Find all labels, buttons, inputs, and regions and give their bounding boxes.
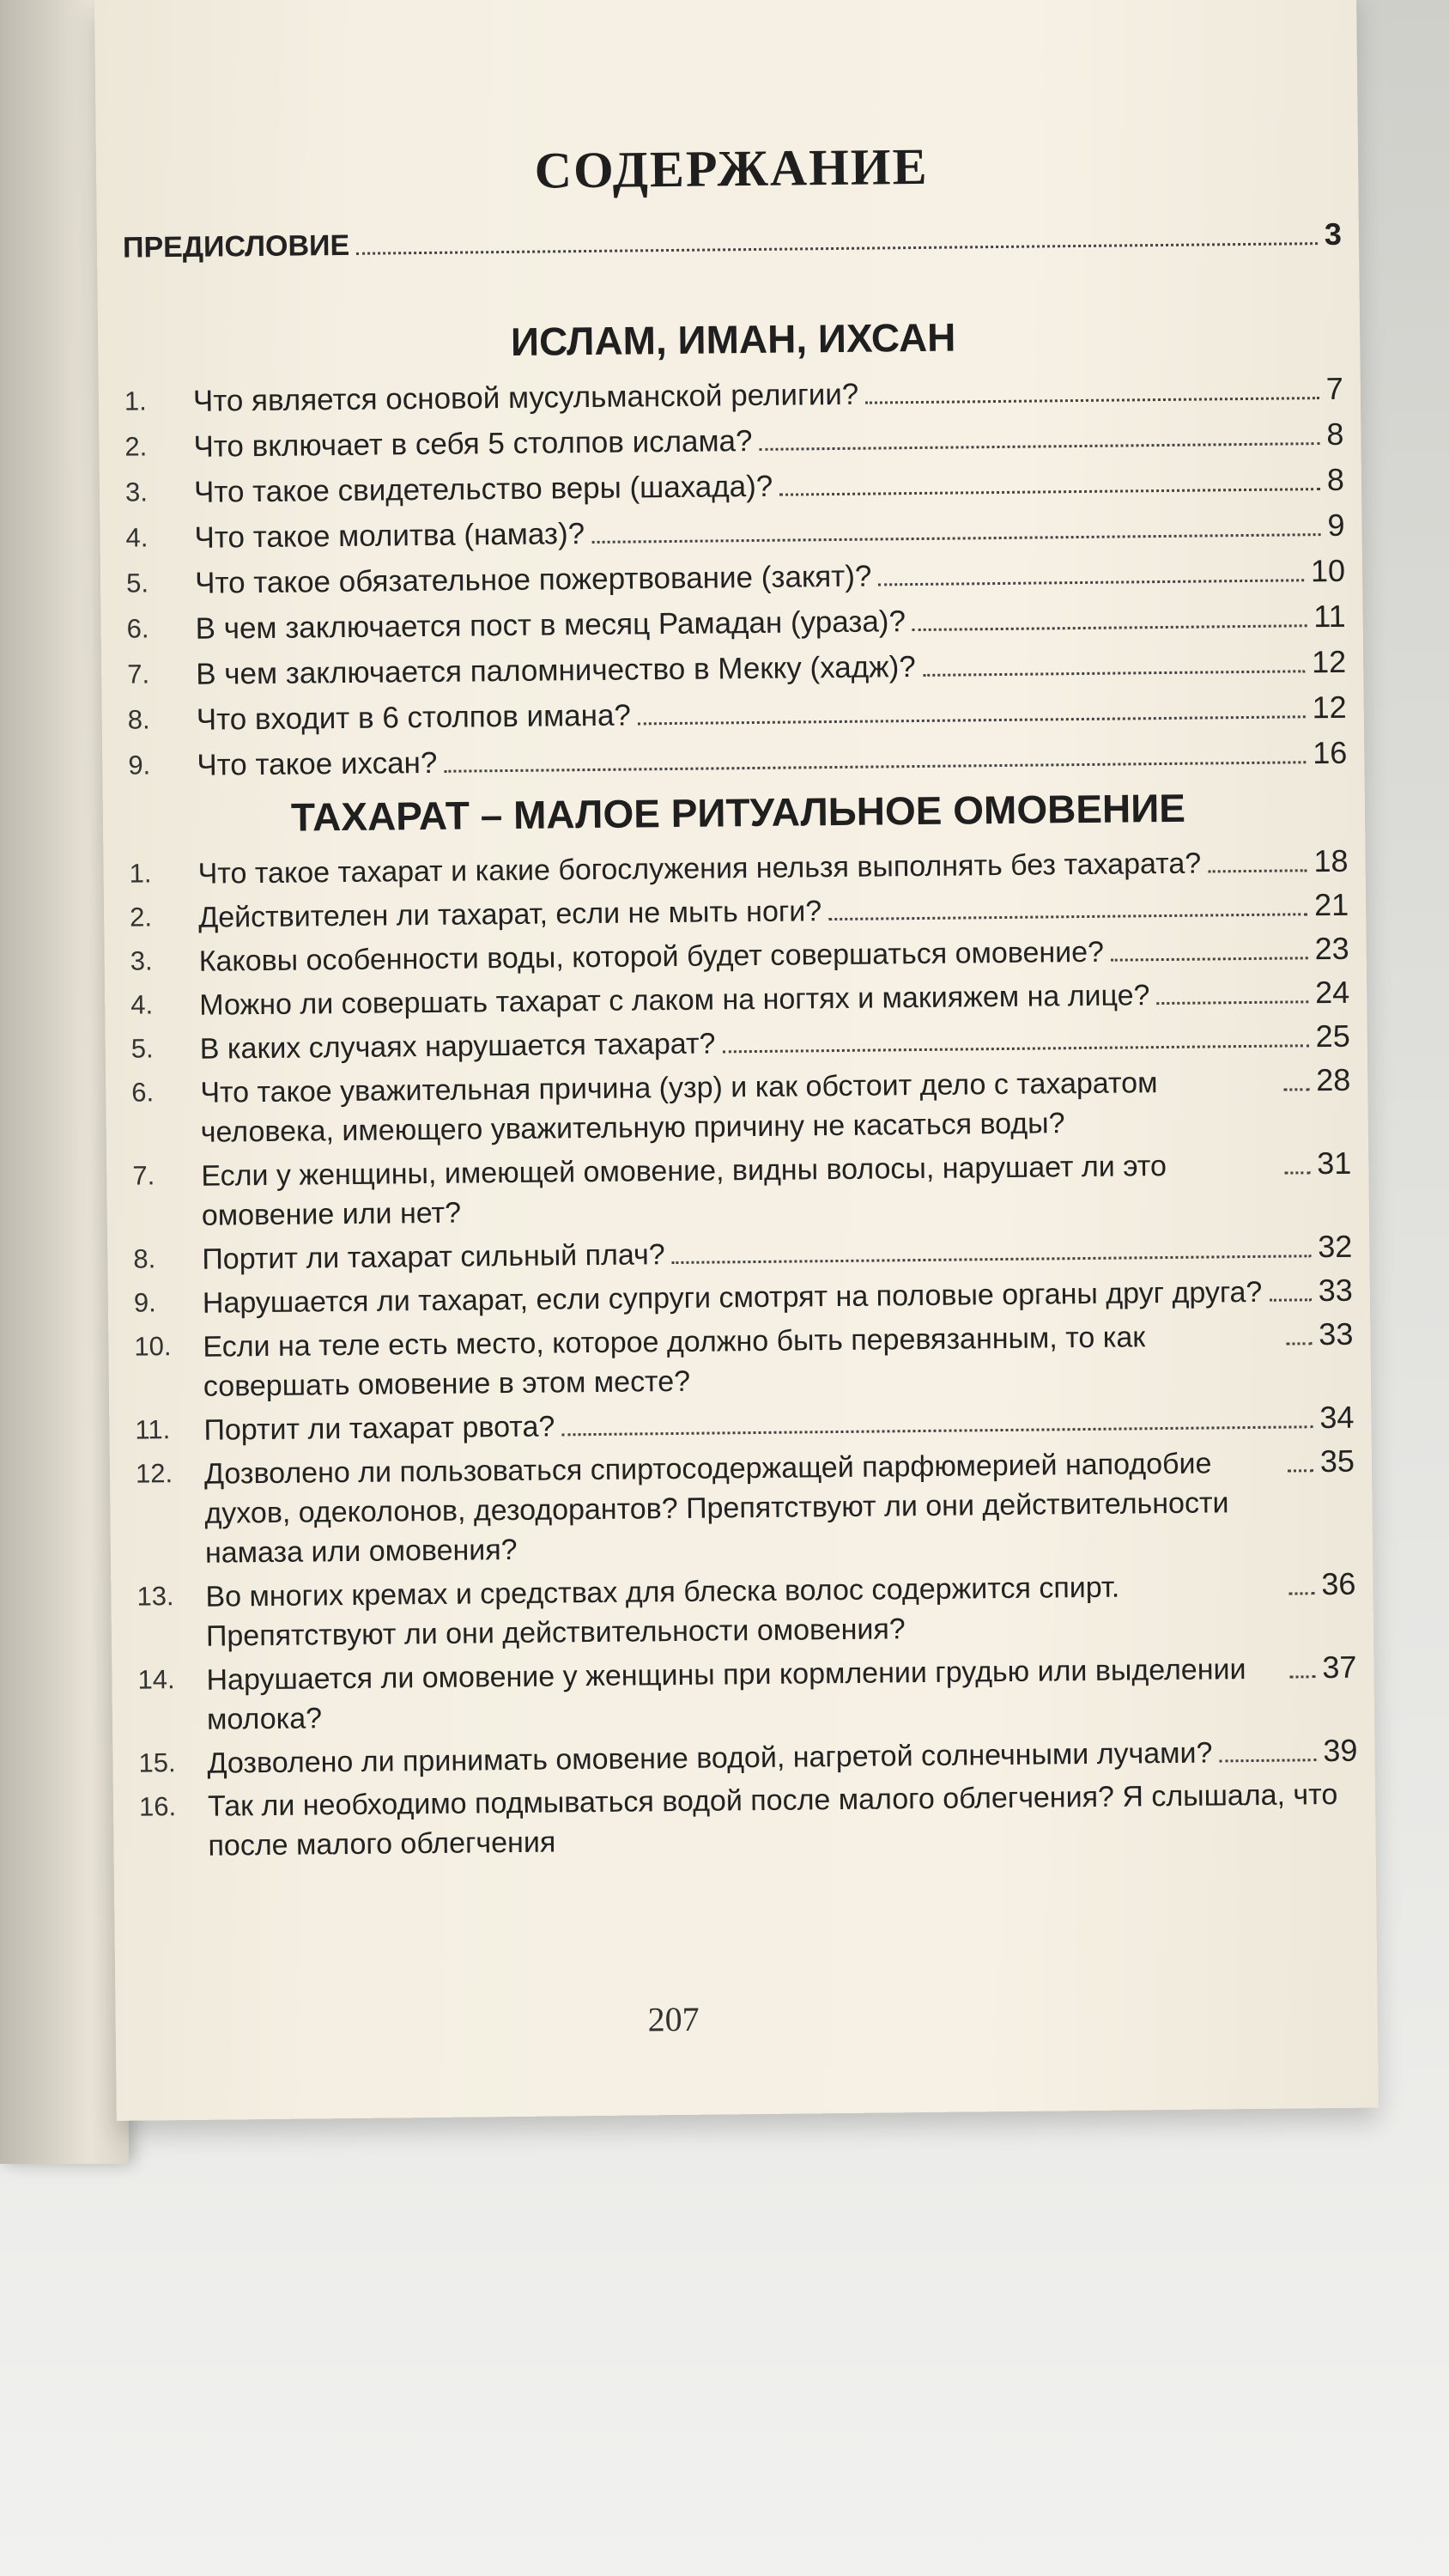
entry-page: 31 <box>1317 1145 1352 1182</box>
entry-number: 9. <box>133 1287 156 1318</box>
entry-number: 2. <box>130 902 153 933</box>
leader-dots <box>672 1255 1312 1264</box>
toc-preface-entry <box>123 216 1342 266</box>
toc-section-taharat <box>129 783 1359 1867</box>
entry-text: Можно ли совершать тахарат с лаком на ногтях и макияжем на лице? <box>199 979 1150 1022</box>
entry-number: 4. <box>130 989 154 1020</box>
entry-number: 3. <box>130 945 153 976</box>
leader-dots <box>912 624 1307 631</box>
entry-page: 18 <box>1313 842 1349 879</box>
entry-text: Что такое уважительная причина (узр) и как обстоит дело с тахаратом человека, имеющего уважительную причину не касаться воды? <box>200 1066 1158 1149</box>
entry-text: Дозволено ли принимать омовение водой, нагретой солнечными лучами? <box>207 1736 1213 1780</box>
entry-number: 10. <box>134 1331 172 1362</box>
leader-dots <box>1208 869 1307 872</box>
entry-page: 35 <box>1319 1443 1355 1479</box>
entry-page: 12 <box>1311 643 1347 680</box>
entry-number: 5. <box>130 1033 154 1064</box>
entry-number: 13. <box>136 1581 174 1612</box>
entry-text: Портит ли тахарат сильный плач? <box>202 1238 665 1276</box>
entry-page: 37 <box>1322 1649 1357 1686</box>
preface-label: ПРЕДИСЛОВИЕ <box>122 228 350 264</box>
leader-dots <box>760 442 1320 451</box>
entry-text: Что такое тахарат и какие богослужения нельзя выполнять без тахарата? <box>197 847 1202 890</box>
entry-page: 33 <box>1318 1272 1354 1309</box>
entry-number: 7. <box>127 659 150 690</box>
leader-dots <box>561 1425 1313 1436</box>
entry-page: 39 <box>1323 1732 1358 1769</box>
toc-entry <box>136 1442 1355 1574</box>
entry-page: 7 <box>1325 370 1344 406</box>
toc-entry <box>132 1144 1352 1236</box>
section-heading: ИСЛАМ, ИМАН, ИХСАН <box>510 314 956 364</box>
entry-text: В чем заключается пост в месяц Рамадан (ураза)? <box>195 605 906 646</box>
entry-number: 9. <box>128 750 151 781</box>
leader-dots <box>923 670 1305 677</box>
leader-dots <box>1220 1759 1317 1762</box>
entry-page: 12 <box>1312 689 1347 726</box>
entry-text: Каковы особенности воды, которой будет совершаться омовение? <box>198 935 1105 978</box>
entry-number: 12. <box>135 1458 173 1489</box>
entry-text: Если на теле есть место, которое должно быть перевязанным, то как совершать омовение в этом месте? <box>203 1321 1146 1403</box>
leader-dots <box>1289 1675 1315 1678</box>
entry-number: 15. <box>138 1747 176 1778</box>
entry-page: 25 <box>1315 1018 1350 1054</box>
entry-number: 14. <box>137 1664 175 1695</box>
section-heading: ТАХАРАТ – МАЛОЕ РИТУАЛЬНОЕ ОМОВЕНИЕ <box>290 785 1186 840</box>
entry-number: 7. <box>132 1160 155 1191</box>
toc-entry <box>128 732 1347 787</box>
entry-page: 34 <box>1319 1399 1355 1436</box>
entry-page: 10 <box>1310 552 1346 589</box>
entry-text: Что является основой мусульманской религии? <box>192 377 859 418</box>
entry-text: Если у женщины, имеющей омовение, видны волосы, нарушает ли это омовение или нет? <box>201 1149 1167 1232</box>
entry-number: 1. <box>124 386 147 416</box>
entry-text: Что входит в 6 столпов имана? <box>196 698 632 737</box>
leader-dots <box>1111 957 1308 961</box>
toc-entry <box>131 1060 1351 1153</box>
leader-dots <box>828 913 1307 920</box>
entry-text: Что включает в себя 5 столпов ислама? <box>193 424 753 464</box>
entry-page: 8 <box>1326 461 1345 497</box>
entry-number: 5. <box>125 568 149 598</box>
toc-title: СОДЕРЖАНИЕ <box>534 137 929 199</box>
leader-dots <box>1288 1469 1313 1472</box>
preface-page: 3 <box>1324 216 1343 252</box>
entry-text: В каких случаях нарушается тахарат? <box>199 1027 716 1066</box>
toc-entry <box>136 1564 1356 1657</box>
entry-text: Нарушается ли омовение у женщины при кормлении грудью или выделении молока? <box>206 1653 1246 1736</box>
leader-dots <box>1283 1088 1309 1091</box>
toc-entry <box>139 1775 1359 1867</box>
entry-text: Портит ли тахарат рвота? <box>203 1410 555 1447</box>
leader-dots <box>779 488 1320 496</box>
entry-number: 8. <box>127 704 150 735</box>
entry-text: Нарушается ли тахарат, если супруги смотрят на половые органы друг друга? <box>202 1275 1263 1320</box>
entry-text: В чем заключается паломничество в Мекку (хадж)? <box>196 650 916 691</box>
toc-section-islam <box>124 310 1348 787</box>
toc-list <box>124 368 1348 787</box>
entry-text: Что такое обязательное пожертвование (закят)? <box>194 559 872 600</box>
entry-page: 21 <box>1313 886 1349 923</box>
entry-number: 11. <box>135 1414 171 1445</box>
leader-dots <box>1269 1298 1311 1302</box>
entry-text: Во многих кремах и средствах для блеска волос содержится спирт. Препятствуют ли они действительности омовения? <box>205 1571 1120 1653</box>
leader-dots <box>444 761 1306 773</box>
leader-dots <box>1157 1000 1309 1005</box>
entry-page: 16 <box>1312 734 1348 771</box>
leader-dots <box>638 715 1306 725</box>
leader-dots <box>1284 1171 1310 1174</box>
entry-text: Действителен ли тахарат, если не мыть ноги? <box>197 895 822 934</box>
entry-number: 16. <box>138 1791 177 1822</box>
entry-number: 6. <box>131 1077 155 1108</box>
toc-entry <box>134 1315 1354 1407</box>
entry-page: 8 <box>1326 416 1344 452</box>
leader-dots <box>591 533 1320 544</box>
entry-page: 32 <box>1318 1228 1353 1265</box>
entry-text: Что такое свидетельство веры (шахада)? <box>193 469 773 509</box>
entry-page: 28 <box>1315 1061 1351 1098</box>
entry-page: 9 <box>1327 507 1345 543</box>
entry-number: 4. <box>125 522 149 553</box>
leader-dots <box>356 242 1318 255</box>
page-number: 207 <box>647 1999 700 2039</box>
entry-page: 24 <box>1314 974 1350 1011</box>
toc-entry <box>137 1648 1357 1741</box>
leader-dots <box>723 1044 1309 1053</box>
leader-dots <box>1288 1592 1314 1595</box>
entry-text: Что такое ихсан? <box>197 745 438 782</box>
entry-page: 23 <box>1314 930 1349 967</box>
leader-dots <box>865 397 1319 404</box>
entry-number: 6. <box>126 613 149 644</box>
entry-number: 3. <box>124 477 149 507</box>
toc-list <box>129 841 1358 1867</box>
toc-content <box>122 133 1359 1870</box>
entry-page: 11 <box>1313 598 1346 635</box>
entry-number: 2. <box>124 431 148 462</box>
entry-text: Что такое молитва (намаз)? <box>194 517 585 555</box>
entry-number: 8. <box>133 1243 156 1274</box>
entry-page: 33 <box>1319 1315 1354 1352</box>
entry-number: 1. <box>129 858 152 889</box>
entry-page: 36 <box>1321 1565 1356 1602</box>
book-page <box>94 0 1379 2121</box>
leader-dots <box>1286 1342 1312 1345</box>
leader-dots <box>878 579 1304 586</box>
entry-text: Так ли необходимо подмываться водой после малого облегчения? Я слышала, что после малого облегчения <box>207 1777 1338 1862</box>
entry-text: Дозволено ли пользоваться спиртосодержащей парфюмерией наподобие духов, одеколонов, дезодорантов? Препятствуют ли они действительности намаза или омовения? <box>203 1447 1229 1570</box>
